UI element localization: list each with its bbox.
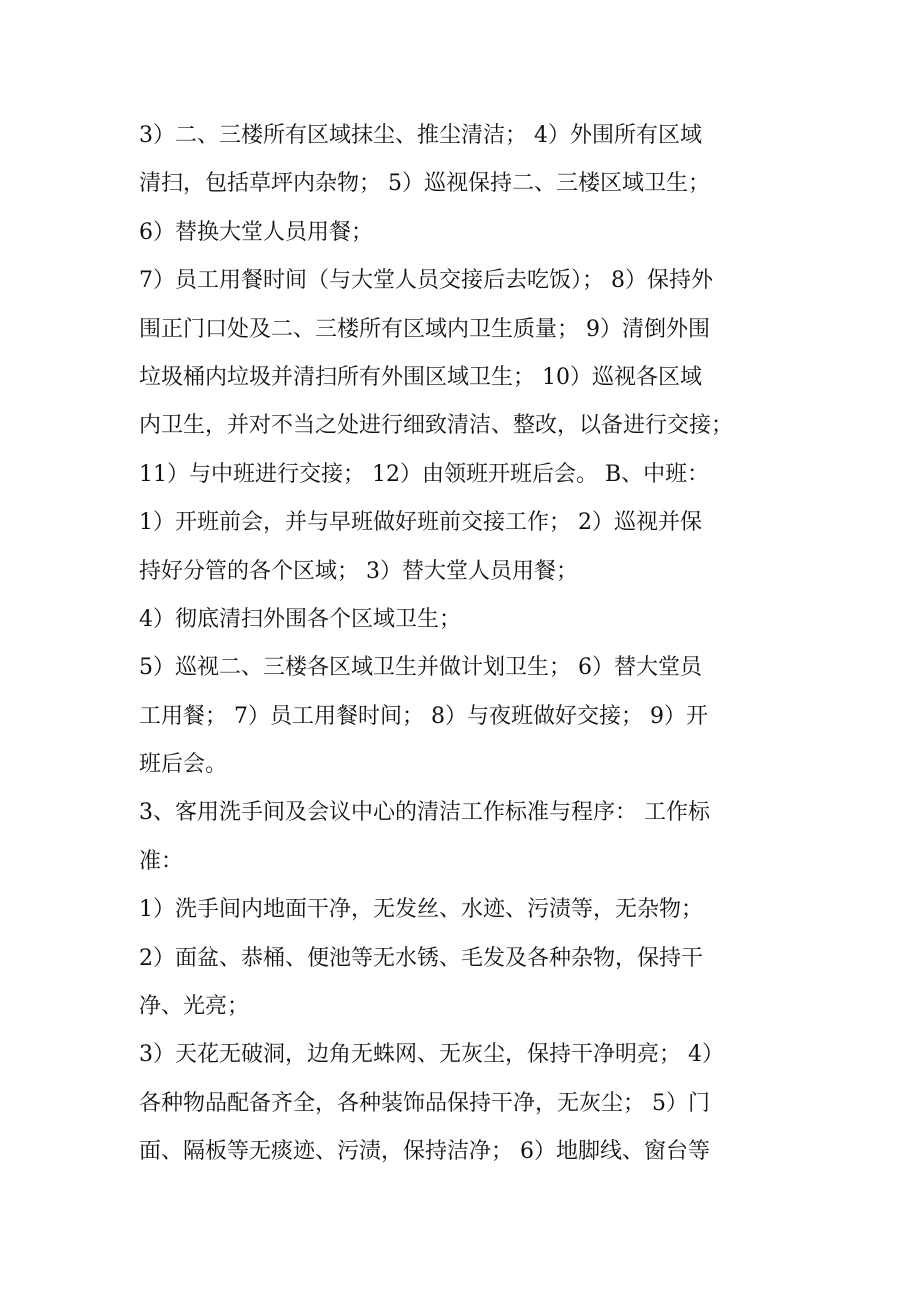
text-line: 清扫，包括草坪内杂物； 5）巡视保持二、三楼区域卫生； <box>139 171 710 197</box>
text-line: 持好分管的各个区域； 3）替大堂人员用餐； <box>139 558 578 584</box>
text-line: 班后会。 <box>139 752 228 778</box>
text-line: 围正门口处及二、三楼所有区域内卫生质量； 9）清倒外围 <box>139 316 710 342</box>
text-line: 净、光亮； <box>139 994 250 1020</box>
text-line: 7）员工用餐时间（与大堂人员交接后去吃饭）； 8）保持外 <box>139 268 713 294</box>
text-line: 4）彻底清扫外围各个区域卫生； <box>139 606 461 632</box>
text-line: 3、客用洗手间及会议中心的清洁工作标准与程序： 工作标 <box>139 800 710 826</box>
text-line: 各种物品配备齐全，各种装饰品保持干净，无灰尘； 5）门 <box>139 1090 710 1116</box>
text-line: 内卫生，并对不当之处进行细致清洁、整改，以备进行交接； <box>139 413 734 439</box>
text-line: 2）面盆、恭桶、便池等无水锈、毛发及各种杂物，保持干 <box>139 945 703 971</box>
text-line: 11）与中班进行交接； 12）由领班开班后会。 B、中班： <box>139 461 710 487</box>
text-line: 1）洗手间内地面干净，无发丝、水迹、污渍等，无杂物； <box>139 897 703 923</box>
text-line: 3）二、三楼所有区域抹尘、推尘清洁； 4）外围所有区域 <box>139 123 702 148</box>
text-line: 工用餐； 7）员工用餐时间； 8）与夜班做好交接； 9）开 <box>139 703 708 729</box>
text-line: 3）天花无破洞，边角无蛛网、无灰尘，保持干净明亮； 4） <box>139 1042 724 1068</box>
text-line: 6）替换大堂人员用餐； <box>139 219 373 245</box>
text-line: 5）巡视二、三楼各区域卫生并做计划卫生； 6）替大堂员 <box>139 655 702 681</box>
text-line: 1）开班前会，并与早班做好班前交接工作； 2）巡视并保 <box>139 510 702 536</box>
text-line: 垃圾桶内垃圾并清扫所有外围区域卫生； 10）巡视各区域 <box>139 364 702 390</box>
text-line: 准： <box>139 848 184 874</box>
text-line: 面、隔板等无痰迹、污渍，保持洁净； 6）地脚线、窗台等 <box>139 1139 710 1165</box>
body-text <box>139 112 799 1177</box>
